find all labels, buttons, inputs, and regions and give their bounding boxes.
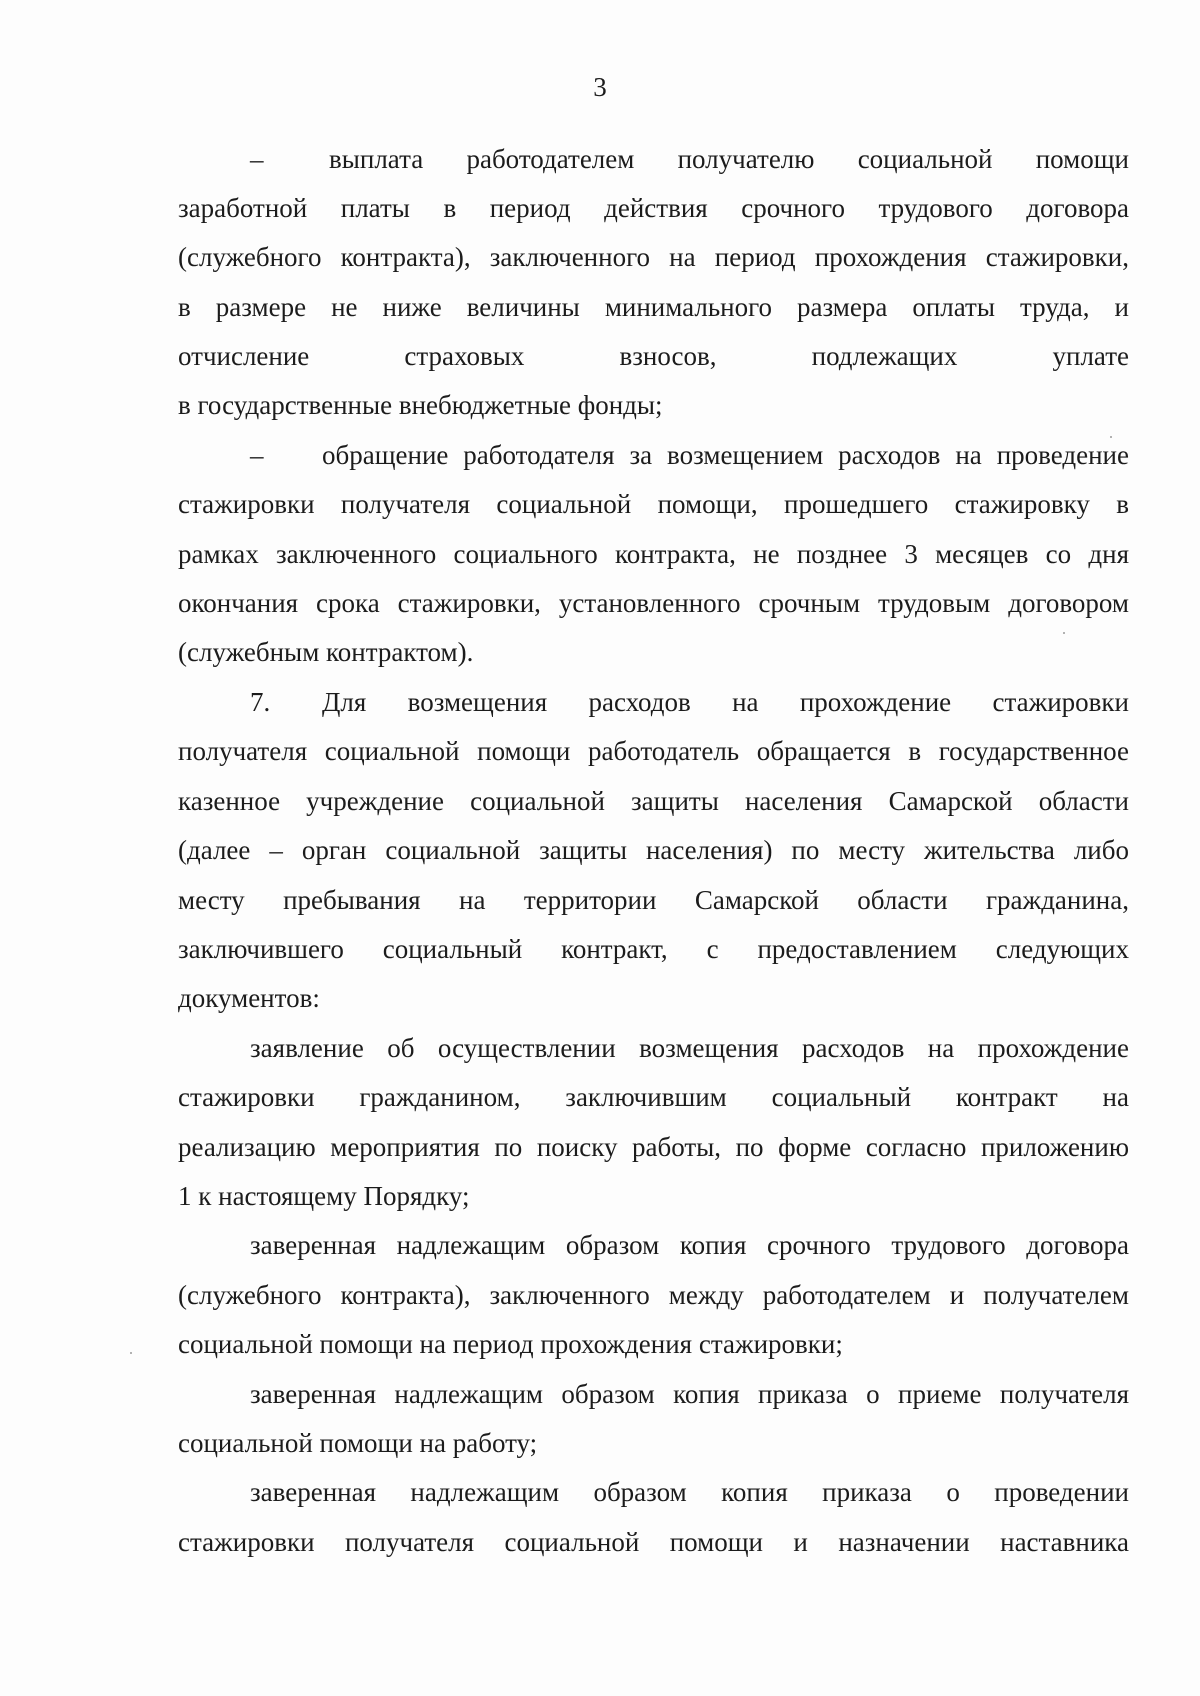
page-number: 3: [593, 72, 607, 102]
text-line: социальной помощи на работу;: [178, 1428, 538, 1458]
scan-speck: [1110, 436, 1112, 438]
text-line: стажировки гражданином, заключившим социальный контракт на: [178, 1082, 1129, 1112]
paragraph-number: 7.: [250, 687, 271, 717]
scan-speck: [1063, 632, 1065, 634]
text-line: в государственные внебюджетные фонды;: [178, 390, 663, 420]
text-line: стажировки получателя социальной помощи, прошедшего стажировку в: [178, 489, 1129, 519]
text-line: заверенная надлежащим образом копия приказа о проведении: [250, 1477, 1129, 1507]
text-line: [250, 431, 1129, 479]
text-line: отчисление страховых взносов, подлежащих уплате: [178, 341, 1129, 371]
text-line: (служебного контракта), заключенного между работодателем и получателем: [178, 1280, 1129, 1310]
text-line: реализацию мероприятия по поиску работы, по форме согласно приложению: [178, 1132, 1129, 1162]
text-line: получателя социальной помощи работодатель обращается в государственное: [178, 736, 1129, 766]
text-line: заверенная надлежащим образом копия приказа о приеме получателя: [250, 1379, 1129, 1409]
line-text: Для возмещения расходов на прохождение стажировки: [322, 687, 1129, 717]
text-line: документов:: [178, 983, 320, 1013]
text-line: (далее – орган социальной защиты населения) по месту жительства либо: [178, 835, 1129, 865]
text-line: заключившего социальный контракт, с предоставлением следующих: [178, 934, 1129, 964]
text-line: [250, 135, 1129, 183]
line-text: выплата работодателем получателю социальной помощи: [329, 144, 1129, 174]
text-line: заявление об осуществлении возмещения расходов на прохождение: [250, 1033, 1129, 1063]
line-text: обращение работодателя за возмещением расходов на проведение: [322, 440, 1129, 470]
text-line: (служебным контрактом).: [178, 637, 474, 667]
text-line: окончания срока стажировки, установленного срочным трудовым договором: [178, 588, 1129, 618]
text-line: в размере не ниже величины минимального размера оплаты труда, и: [178, 292, 1129, 322]
text-line: 1 к настоящему Порядку;: [178, 1181, 470, 1211]
text-line: месту пребывания на территории Самарской области гражданина,: [178, 885, 1129, 915]
list-dash: –: [250, 144, 264, 174]
text-line: рамках заключенного социального контракта, не позднее 3 месяцев со дня: [178, 539, 1129, 569]
text-line: (служебного контракта), заключенного на период прохождения стажировки,: [178, 242, 1129, 272]
text-line: [250, 678, 1129, 726]
text-line: стажировки получателя социальной помощи и назначении наставника: [178, 1527, 1129, 1557]
text-line: социальной помощи на период прохождения стажировки;: [178, 1329, 843, 1359]
scan-speck: [130, 1352, 132, 1354]
list-dash: –: [250, 440, 264, 470]
text-line: заработной платы в период действия срочного трудового договора: [178, 193, 1129, 223]
text-line: казенное учреждение социальной защиты населения Самарской области: [178, 786, 1129, 816]
text-line: заверенная надлежащим образом копия срочного трудового договора: [250, 1230, 1129, 1260]
